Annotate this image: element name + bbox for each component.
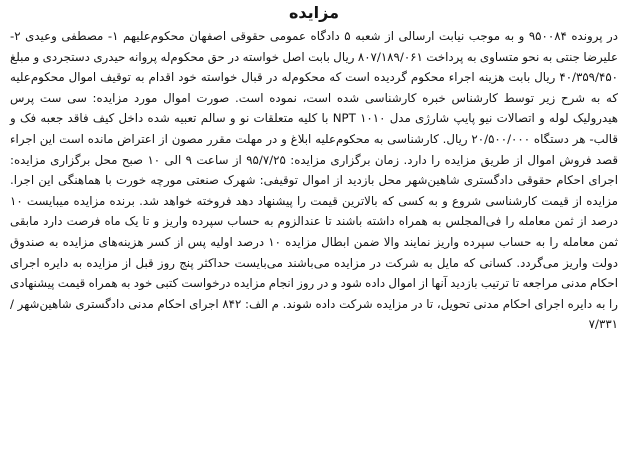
notice-title: مزایده [288,3,340,22]
notice-body: در پرونده ۹۵۰۰۸۴ و به موجب نیابت ارسالی از شعبه ۵ دادگاه عمومی حقوقی اصفهان محکوم‌علیهم ۱- مصطفی وعیدی ۲- علیرضا جنتی به نحو متساوی به پرداخت ۸۰۷/۱۸۹/۰۶۱ ریال بابت اصل خواسته در حق محکوم‌له پروانه حیدری دستجردی و مبلغ ۴۰/۳۵۹/۴۵۰ ریال بابت هزینه اجراء محکوم گردیده است که محکوم‌له در قبال خواسته خود اقدام به توقیف اموال محکوم‌علیه که به شرح زیر توسط کارشناس خبره کارشناسی شده است، نموده است. صورت اموال مورد مزایده: سی ست پرس هیدرولیک لوله و اتصالات نیو پایپ شارژی مدل NPT ۱۰۱۰ با کلیه متعلقات نو و سالم تعبیه شده داخل کیف فاقد جعبه فک و قالب- هر دستگاه ۲۰/۵۰۰/۰۰۰ ریال. کارشناسی به محکوم‌علیه ابلاغ و در مهلت مقرر مصون از اعتراض مانده است این اجراء قصد فروش اموال از طریق مزایده را دارد. زمان برگزاری مزایده: ۹۵/۷/۲۵ از ساعت ۹ الی ۱۰ صبح محل برگزاری مزایده: اجرای احکام حقوقی دادگستری شاهین‌شهر محل بازدید از اموال توقیفی: شهرک صنعتی مورچه خورت با هماهنگی این اجرا. مزایده از قیمت کارشناسی شروع و به کسی که بالاترین قیمت را پیشنهاد دهد فروخته خواهد شد. برنده مزایده میبایست ۱۰ درصد از ثمن معامله را فی‌المجلس به همراه داشته باشند تا عندالزوم به حساب سپرده واریز و تا یک ماه فرصت دارد مابقی ثمن معامله را به حساب سپرده واریز نمایند والا ضمن ابطال مزایده ۱۰ درصد اولیه پس از کسر هزینه‌های مزایده به صندوق دولت واریز می‌گردد. کسانی که مایل به شرکت در مزایده می‌باشند می‌بایست حداکثر پنج روز قبل از مزایده به دایره اجرای احکام مدنی مراجعه تا ترتیب بازدید آنها از اموال داده شود و در روز انجام مزایده درخواست کتبی خود به همراه قیمت پیشنهادی را به دایره اجرای احکام مدنی تحویل، تا در مزایده شرکت داده شوند. م الف: ۸۴۲ اجرای احکام مدنی دادگستری شاهین‌شهر /۷/۳۳۱ [10,29,618,332]
